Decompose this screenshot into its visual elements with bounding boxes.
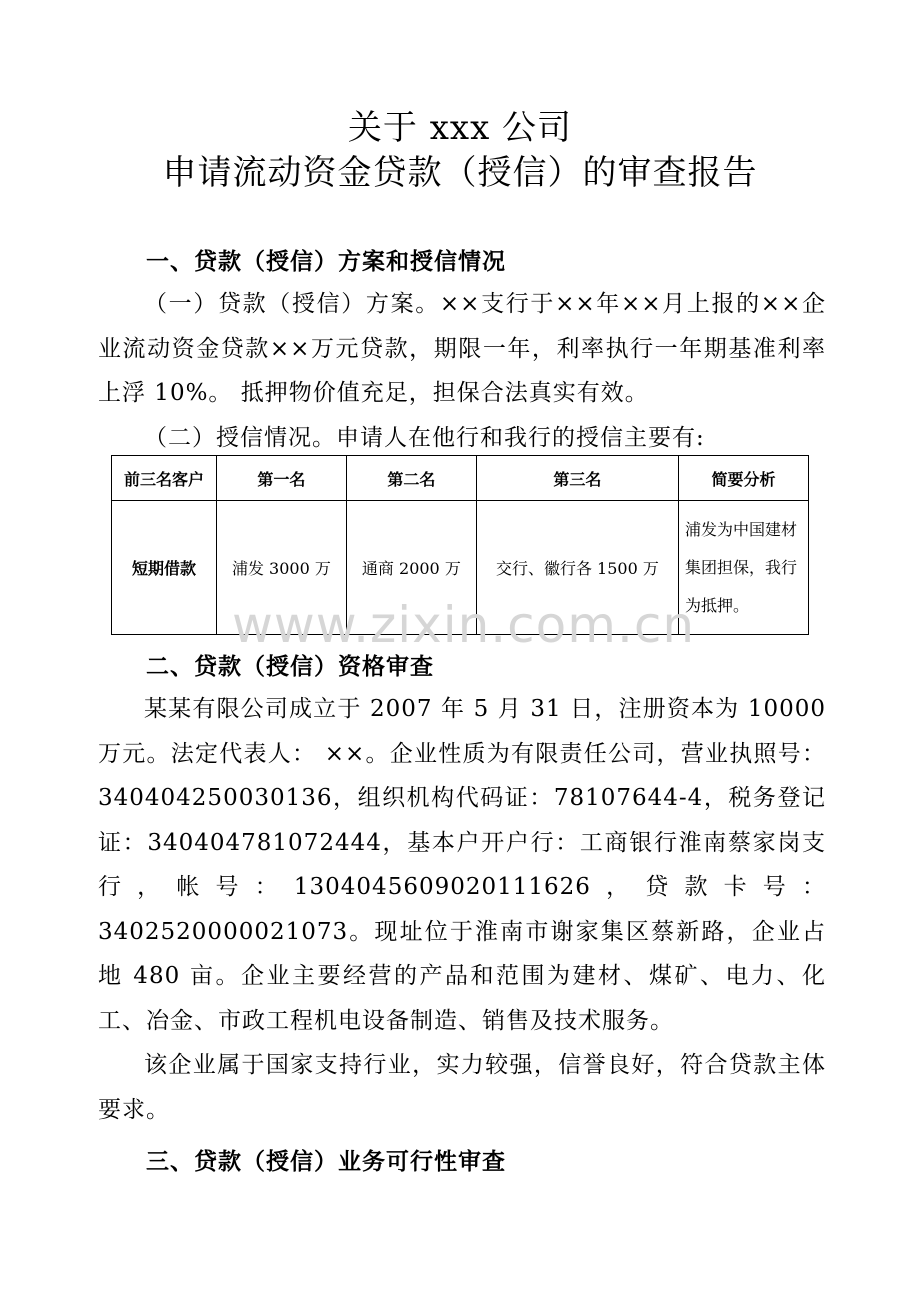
section3-heading: 三、贷款（授信）业务可行性审查 (146, 1149, 506, 1175)
table-header-cell: 第二名 (346, 456, 476, 501)
table-cell-third: 交行、徽行各 1500 万 (476, 501, 678, 635)
table-cell-first: 浦发 3000 万 (216, 501, 346, 635)
section2-paragraph-company: 某某有限公司成立于 2007 年 5 月 31 日，注册资本为 10000 万元。法定代表人： ××。企业性质为有限责任公司，营业执照号：340404250030136，组织机构代码证：78107644-4，税务登记证：340404781072444，基本户开户行：工商银行淮南蔡家岗支行，帐号：1304045609020111626，贷款卡号：3402520000021073。现址位于淮南市谢家集区蔡新路，企业占地 480 亩。企业主要经营的产品和范围为建材、煤矿、电力、化工、冶金、市政工程机电设备制造、销售及技术服务。 (98, 696, 826, 1034)
table-cell-second: 通商 2000 万 (346, 501, 476, 635)
document-title-line1: 关于 xxx 公司 (347, 108, 573, 148)
table-row-label: 短期借款 (112, 501, 217, 635)
table-header-cell: 第一名 (216, 456, 346, 501)
section2-heading: 二、贷款（授信）资格审查 (146, 654, 434, 680)
section2-paragraph-conclusion: 该企业属于国家支持行业，实力较强，信誉良好，符合贷款主体要求。 (98, 1052, 826, 1123)
section1-heading: 一、贷款（授信）方案和授信情况 (146, 249, 506, 275)
table-header-row (112, 456, 809, 501)
table-header-cell: 前三名客户 (112, 456, 217, 501)
table-header-cell: 简要分析 (678, 456, 808, 501)
table-header-cell: 第三名 (476, 456, 678, 501)
table-cell-analysis: 浦发为中国建材集团担保，我行为抵押。 (678, 501, 808, 635)
section1-paragraph-credit: （二）授信情况。申请人在他行和我行的授信主要有: (144, 425, 705, 451)
document-title-line2: 申请流动资金贷款（授信）的审查报告 (162, 153, 758, 193)
section1-paragraph-plan: （一）贷款（授信）方案。××支行于××年××月上报的××企业流动资金贷款××万元贷款，期限一年，利率执行一年期基准利率上浮 10%。 抵押物价值充足，担保合法真实有效。 (98, 291, 826, 406)
watermark: www.zixin.com.cn (232, 596, 696, 654)
